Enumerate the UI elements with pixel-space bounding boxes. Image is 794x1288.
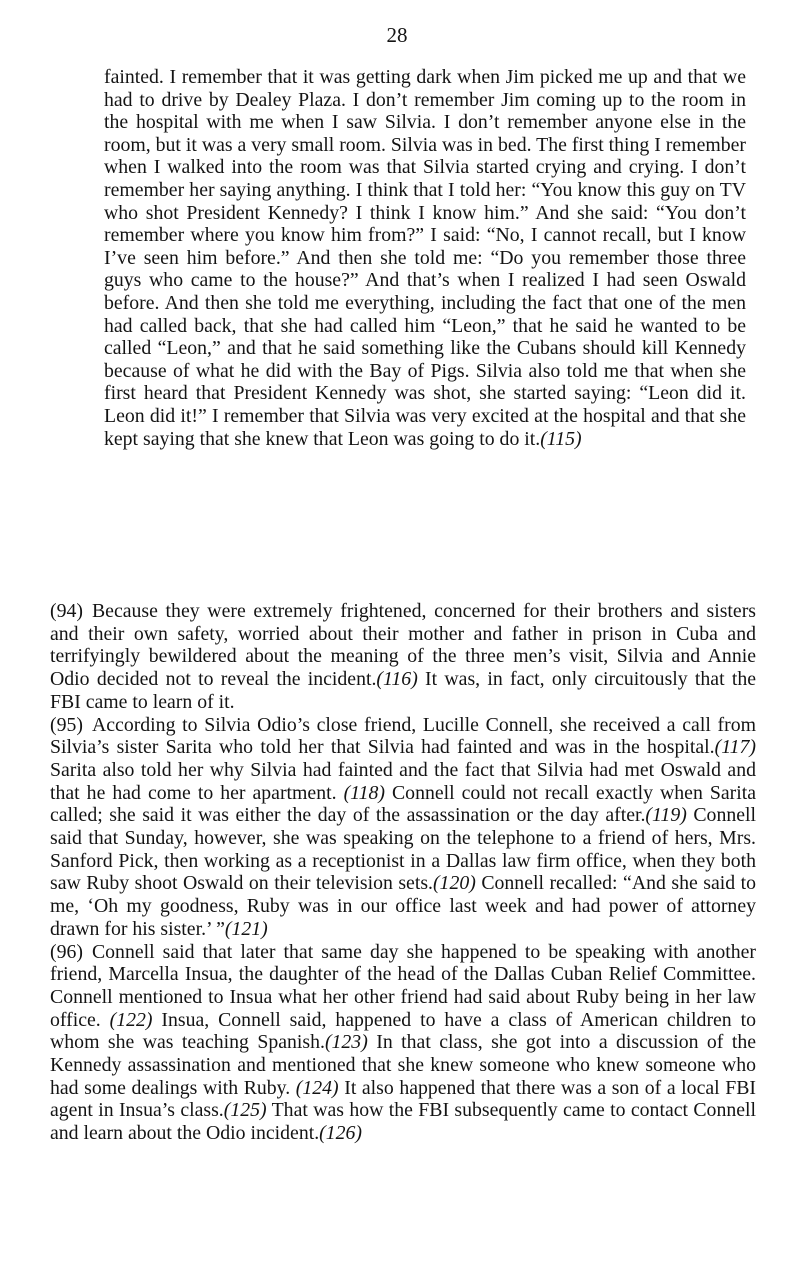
footnote-ref: (120) bbox=[432, 872, 476, 895]
paragraph-text: It was, in fact, only circuitously that the FBI came to learn of it. bbox=[50, 668, 756, 713]
footnote-ref: (123) bbox=[324, 1031, 368, 1054]
paragraph-number: (96) bbox=[50, 940, 83, 963]
quote-text: fainted. I remember that it was getting dark when Jim picked me up and that we had to drive by Dealey Plaza. I don’t remember Jim coming up to the room in the hospital with me when I saw Silvia. I don’t remember anyone else in the room, but it was a very small room. Silvia was in bed. The first thing I remember when I walked into the room was that Silvia started crying and crying. I don’t remember her saying anything. I think that I told her: “You know this guy on TV who shot President Kennedy? I think I know him.” And she said: “You don’t remember where you know him from?” I said: “No, I cannot recall, but I know I’ve seen him before.” And then she told me: “Do you remember those three guys who came to the house?” And that’s when I realized I had seen Oswald before. And then she told me everything, including the fact that one of the men had called back, that she had called him “Leon,” that he said he wanted to be called “Leon,” and that he said something like the Cubans should kill Kennedy because of what he did with the Bay of Pigs. Silvia also told me that when she first heard that President Kennedy was shot, she started saying: “Leon did it. Leon did it!” I remember that Silvia was very excited at the hospital and that she kept saying that she knew that Leon was going to do it. bbox=[104, 66, 746, 450]
paragraph-text: That was how the FBI subsequently came to contact Connell and learn about the Odio incident. bbox=[50, 1099, 756, 1145]
footnote-ref: (116) bbox=[376, 668, 418, 691]
paragraph-text: In that class, she got into a discussion of the Kennedy assassination and mentioned that she knew someone who knew someone who had some dealings with Ruby. bbox=[50, 1031, 756, 1099]
paragraph-text: Connell recalled: “And she said to me, ‘Oh my goodness, Ruby was in our office last week and had power of attorney drawn for his sister.’ ” bbox=[50, 872, 756, 940]
footnote-ref: (126) bbox=[319, 1122, 363, 1145]
paragraph-94 bbox=[50, 600, 756, 714]
footnote-ref: (115) bbox=[540, 427, 582, 450]
quoted-testimony bbox=[104, 66, 746, 450]
paragraph-text: Because they were extremely frightened, concerned for their brothers and sisters and their own safety, worried about their mother and father in prison in Cuba and terrifyingly bewildered about the meaning of the three men’s visit, Silvia and Annie Odio decided not to reveal the incident. bbox=[50, 600, 756, 691]
paragraph-text: Connell could not recall exactly when Sarita called; she said it was either the day of the assassination or the day after. bbox=[50, 781, 757, 827]
page-number: 28 bbox=[386, 23, 408, 47]
paragraph-95 bbox=[50, 714, 756, 941]
paragraph-text: According to Silvia Odio’s close friend, Lucille Connell, she received a call from Silvia’s sister Sarita who told her that Silvia had fainted and was in the hospital. bbox=[50, 713, 756, 759]
paragraph-text: It also happened that there was a son of a local FBI agent in Insua’s class. bbox=[50, 1076, 756, 1122]
paragraph-number: (94) bbox=[50, 600, 83, 622]
footnote-ref: (124) bbox=[295, 1076, 339, 1099]
footnote-ref: (121) bbox=[224, 917, 268, 940]
footnote-ref: (119) bbox=[645, 804, 687, 827]
paragraph-text: Sarita also told her why Silvia had fainted and the fact that Silvia had met Oswald and that he had come to her apartment. bbox=[50, 758, 756, 804]
footnote-ref: (117) bbox=[714, 736, 756, 759]
footnote-ref: (118) bbox=[343, 781, 385, 804]
paragraph-number: (95) bbox=[50, 713, 83, 736]
footnote-ref: (125) bbox=[223, 1099, 267, 1122]
paragraph-text: Connell said that Sunday, however, she was speaking on the telephone to a friend of hers, Mrs. Sanford Pick, then working as a receptionist in a Dallas law firm office, when they both saw Ruby shoot Oswald on their television sets. bbox=[50, 804, 757, 895]
paragraph-96 bbox=[50, 941, 756, 1145]
footnote-ref: (122) bbox=[109, 1008, 153, 1031]
paragraph-text: Insua, Connell said, happened to have a class of American children to whom she was teaching Spanish. bbox=[50, 1008, 756, 1054]
body-text bbox=[50, 600, 756, 1145]
paragraph-text: Connell said that later that same day she happened to be speaking with another friend, Marcella Insua, the daughter of the head of the Dallas Cuban Relief Committee. Connell mentioned to Insua what her other friend had said about Ruby being in her law office. bbox=[50, 940, 756, 1031]
